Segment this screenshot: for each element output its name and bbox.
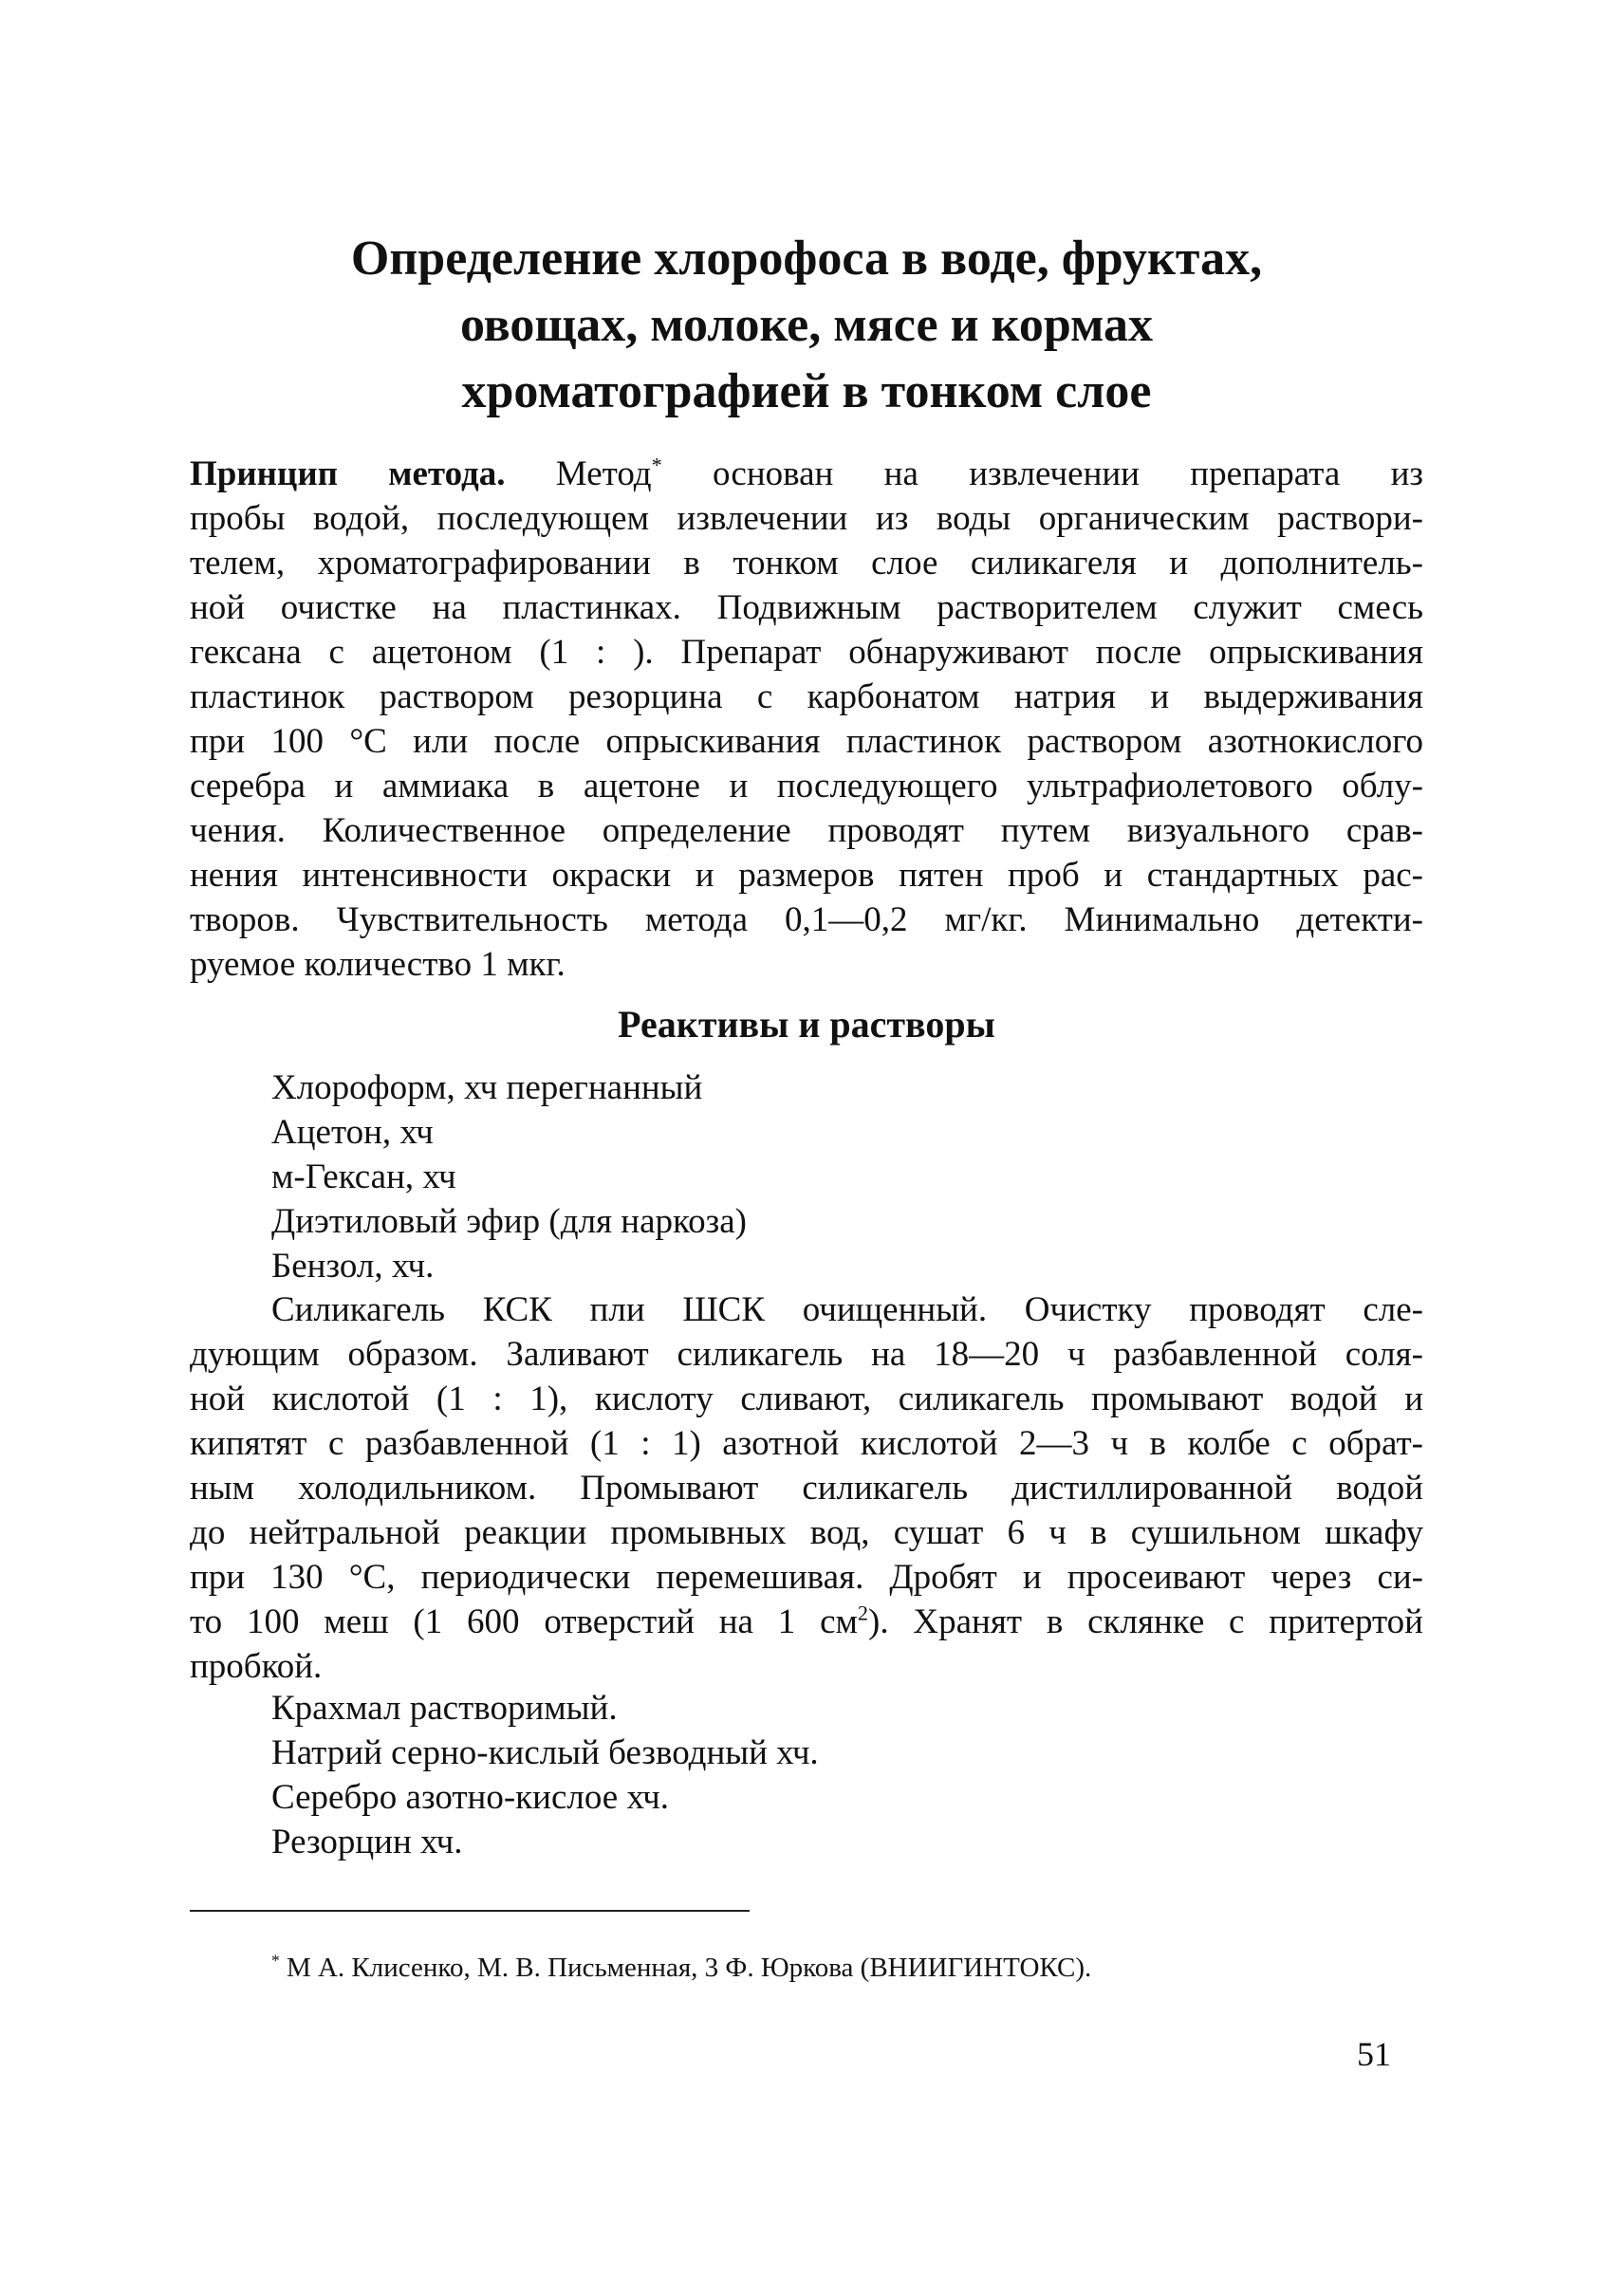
paragraph-line: до нейтральной реакции промывных вод, сушат 6 ч в сушильном шкафу: [190, 1513, 1423, 1552]
paragraph-line: при 100 °С или после опрыскивания пластинок раствором азотнокислого: [190, 722, 1423, 761]
paragraph-line: ным холодильником. Промывают силикагель дистиллированной водой: [190, 1469, 1423, 1508]
footnote: [271, 1951, 1091, 1985]
page-number: 51: [1357, 2035, 1391, 2073]
principle-text: Метод: [505, 454, 652, 493]
paragraph-line: ной кислотой (1 : 1), кислоту сливают, силикагель промывают водой и: [190, 1379, 1423, 1418]
paragraph-line: телем, хроматографировании в тонком слое силикагеля и дополнитель-: [190, 544, 1423, 583]
reagent-item: Диэтиловый эфир (для наркоза): [271, 1202, 747, 1241]
reagent-item: Ацетон, хч: [271, 1113, 434, 1152]
paragraph-line: чения. Количественное определение проводят путем визуального срав-: [190, 811, 1423, 850]
reagent-item: Резорцин хч.: [271, 1823, 463, 1861]
paragraph-line: кипятят с разбавленной (1 : 1) азотной кислотой 2—3 ч в колбе с обрат-: [190, 1424, 1423, 1463]
footnote-marker: *: [271, 1951, 280, 1971]
footnote-text: М А. Клисенко, М. В. Письменная, 3 Ф. Юркова (ВНИИГИНТОКС).: [279, 1953, 1092, 1983]
method-principle-paragraph: [190, 452, 1423, 987]
reagent-item: Бензол, хч.: [271, 1247, 435, 1286]
title-line: овощах, молоке, мясе и кормах: [459, 298, 1154, 352]
footnote-divider: [190, 1910, 750, 1912]
page-title: [190, 226, 1423, 425]
reagent-item: Серебро азотно-кислое хч.: [271, 1778, 669, 1817]
title-line: Определение хлорофоса в воде, фруктах,: [350, 231, 1263, 286]
reagent-item: м-Гексан, хч: [271, 1157, 456, 1196]
paragraph-line: пробы водой, последующем извлечении из воды органическим раствори-: [190, 499, 1423, 538]
silica-gel-paragraph: [190, 1287, 1423, 1689]
paragraph-line-text: ). Хранят в склянке с притертой: [868, 1602, 1423, 1641]
paragraph-line: пластинок раствором резорцина с карбонатом натрия и выдерживания: [190, 677, 1423, 716]
footnote-marker: *: [651, 453, 662, 477]
paragraph-line: серебра и аммиака в ацетоне и последующего ультрафиолетового облу-: [190, 767, 1423, 805]
principle-label: Принцип метода.: [190, 454, 506, 493]
paragraph-line: гексана с ацетоном (1 : ). Препарат обнаруживают после опрыскивания: [190, 633, 1423, 672]
paragraph-line: [190, 1287, 1423, 1332]
reagent-item: Крахмал растворимый.: [271, 1689, 618, 1728]
paragraph-line: ной очистке на пластинках. Подвижным растворителем служит смесь: [190, 588, 1423, 627]
paragraph-line: нения интенсивности окраски и размеров пятен проб и стандартных рас-: [190, 856, 1423, 895]
principle-text: основан на извлечении препарата из: [661, 454, 1423, 493]
reagents-list: [271, 1686, 1410, 1864]
paragraph-line: пробкой.: [190, 1647, 323, 1686]
paragraph-line: при 130 °С, периодически перемешивая. Дробят и просеивают через си-: [190, 1558, 1423, 1597]
reagent-item: Хлороформ, хч перегнанный: [271, 1068, 703, 1107]
paragraph-line-text: то 100 меш (1 600 отверстий на 1 см: [190, 1602, 858, 1641]
paragraph-line: руемое количество 1 мкг.: [190, 945, 566, 984]
paragraph-line: [190, 1600, 1423, 1644]
reagents-list: [271, 1065, 1410, 1288]
section-heading-reagents: Реактивы и растворы: [618, 1003, 995, 1046]
paragraph-line: дующим образом. Заливают силикагель на 18—20 ч разбавленной соля-: [190, 1335, 1423, 1374]
paragraph-line-text: Силикагель КСК пли ШСК очищенный. Очистку проводят сле-: [271, 1290, 1423, 1329]
paragraph-line: творов. Чувствительность метода 0,1—0,2 мг/кг. Минимально детекти-: [190, 900, 1423, 939]
superscript: 2: [857, 1601, 868, 1625]
paragraph-line: [190, 452, 1423, 496]
reagent-item: Натрий серно-кислый безводный хч.: [271, 1733, 819, 1772]
title-line: хроматографией в тонком слое: [461, 364, 1152, 418]
